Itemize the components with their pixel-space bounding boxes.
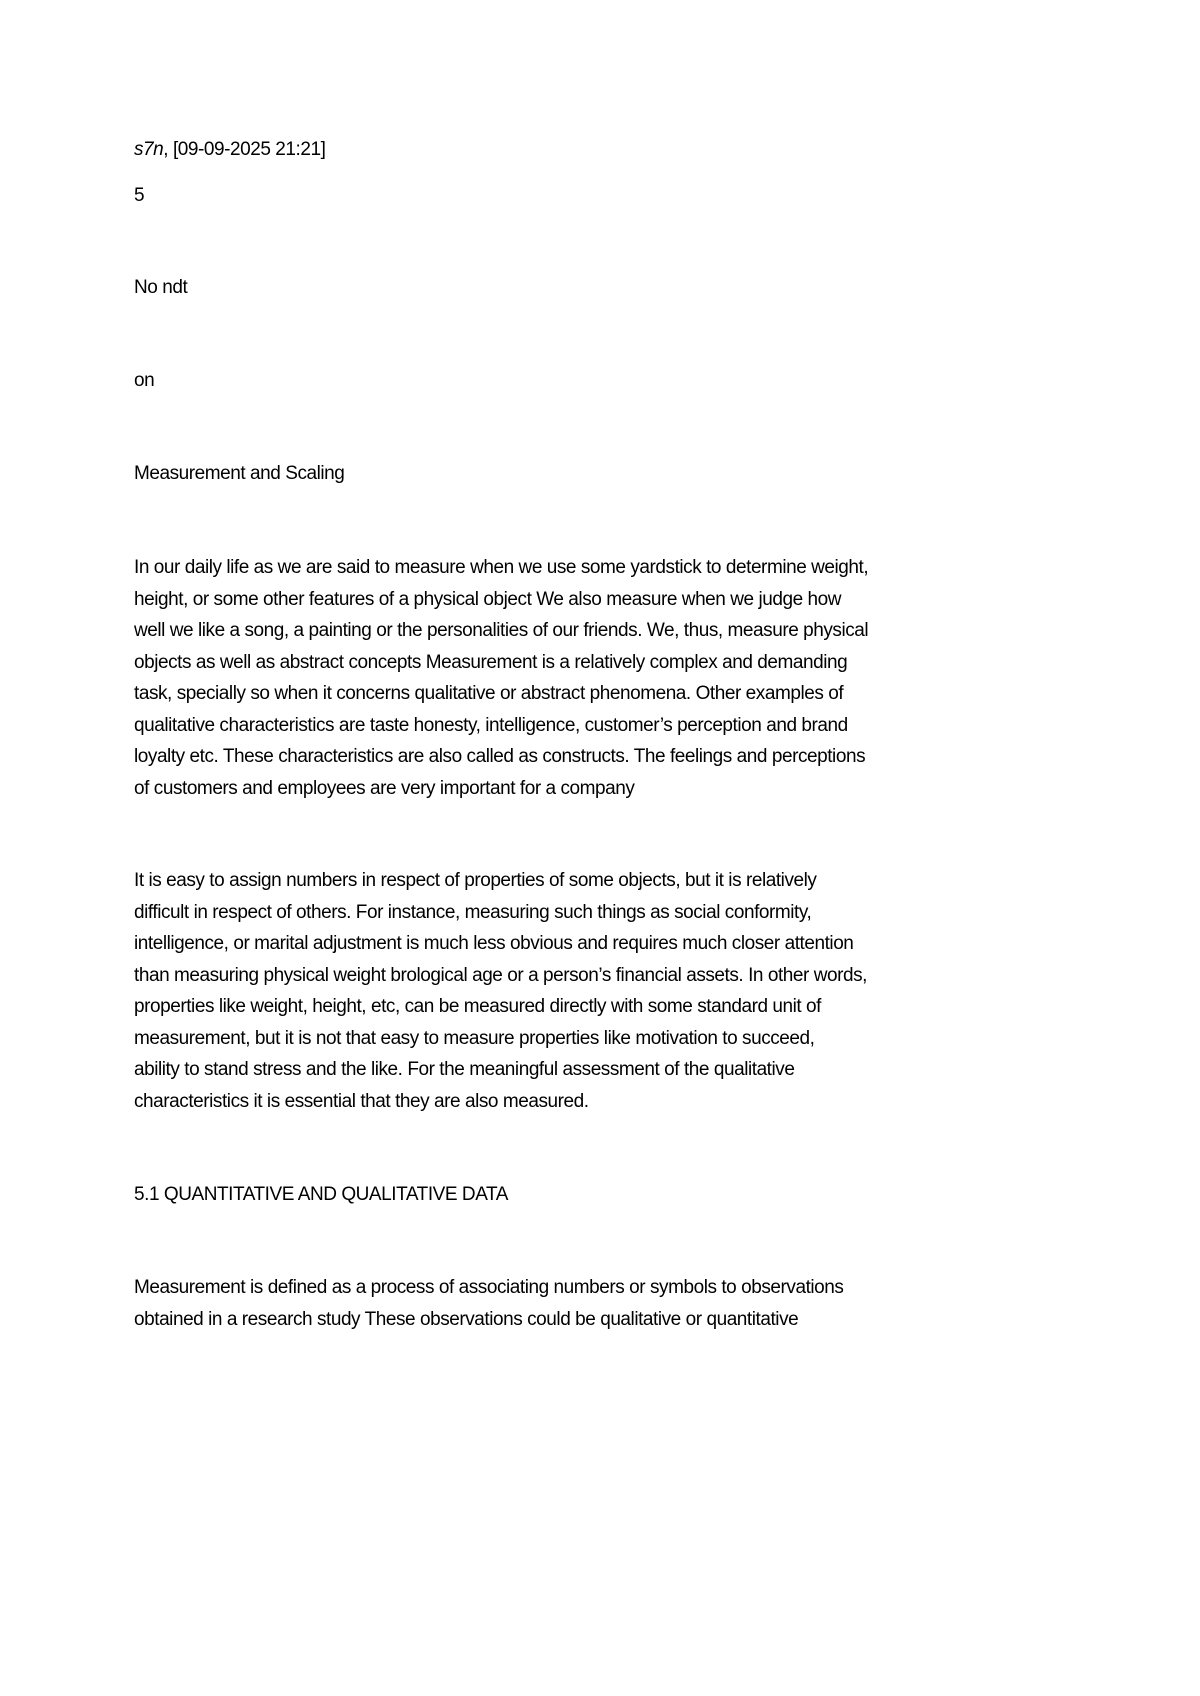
message-header — [134, 134, 325, 166]
text-line: Measurement is defined as a process of associating numbers or symbols to observations — [134, 1277, 844, 1298]
text-line: objects as well as abstract concepts Measurement is a relatively complex and demanding — [134, 651, 848, 673]
chapter-number: 5 — [134, 185, 145, 206]
on-label: on — [134, 370, 155, 391]
text-line: well we like a song, a painting or the personalities of our friends. We, thus, measure physical — [134, 620, 869, 641]
author: s7n — [134, 139, 164, 160]
paragraph-1 — [134, 552, 868, 804]
document-title: Measurement and Scaling — [134, 463, 345, 484]
text-line: of customers and employees are very important for a company — [134, 777, 635, 799]
paragraph-2 — [134, 865, 867, 1117]
notes-label: No ndt — [134, 277, 188, 298]
text-line: intelligence, or marital adjustment is much less obvious and requires much closer attention — [134, 933, 854, 954]
section-heading: 5.1 QUANTITATIVE AND QUALITATIVE DATA — [134, 1184, 508, 1205]
text-line: properties like weight, height, etc, can be measured directly with some standard unit of — [134, 996, 822, 1017]
text-line: qualitative characteristics are taste honesty, intelligence, customer’s perception and brand — [134, 714, 848, 736]
text-line: task, specially so when it concerns qualitative or abstract phenomena. Other examples of — [134, 683, 844, 704]
text-line: than measuring physical weight brological age or a person’s financial assets. In other words, — [134, 964, 868, 986]
text-line: ability to stand stress and the like. For the meaningful assessment of the qualitative — [134, 1059, 795, 1080]
text-line: height, or some other features of a physical object We also measure when we judge how — [134, 588, 842, 610]
text-line: loyalty etc. These characteristics are also called as constructs. The feelings and perceptions — [134, 746, 866, 767]
text-line: It is easy to assign numbers in respect of properties of some objects, but it is relatively — [134, 870, 817, 891]
text-line: In our daily life as we are said to measure when we use some yardstick to determine weight, — [134, 557, 869, 578]
text-line: characteristics it is essential that they are also measured. — [134, 1090, 589, 1112]
timestamp: , [09-09-2025 21:21] — [163, 139, 326, 160]
text-line: obtained in a research study These observations could be qualitative or quantitative — [134, 1308, 799, 1330]
text-line: difficult in respect of others. For instance, measuring such things as social conformity, — [134, 901, 812, 923]
paragraph-3 — [134, 1272, 843, 1335]
text-line: measurement, but it is not that easy to measure properties like motivation to succeed, — [134, 1027, 815, 1049]
